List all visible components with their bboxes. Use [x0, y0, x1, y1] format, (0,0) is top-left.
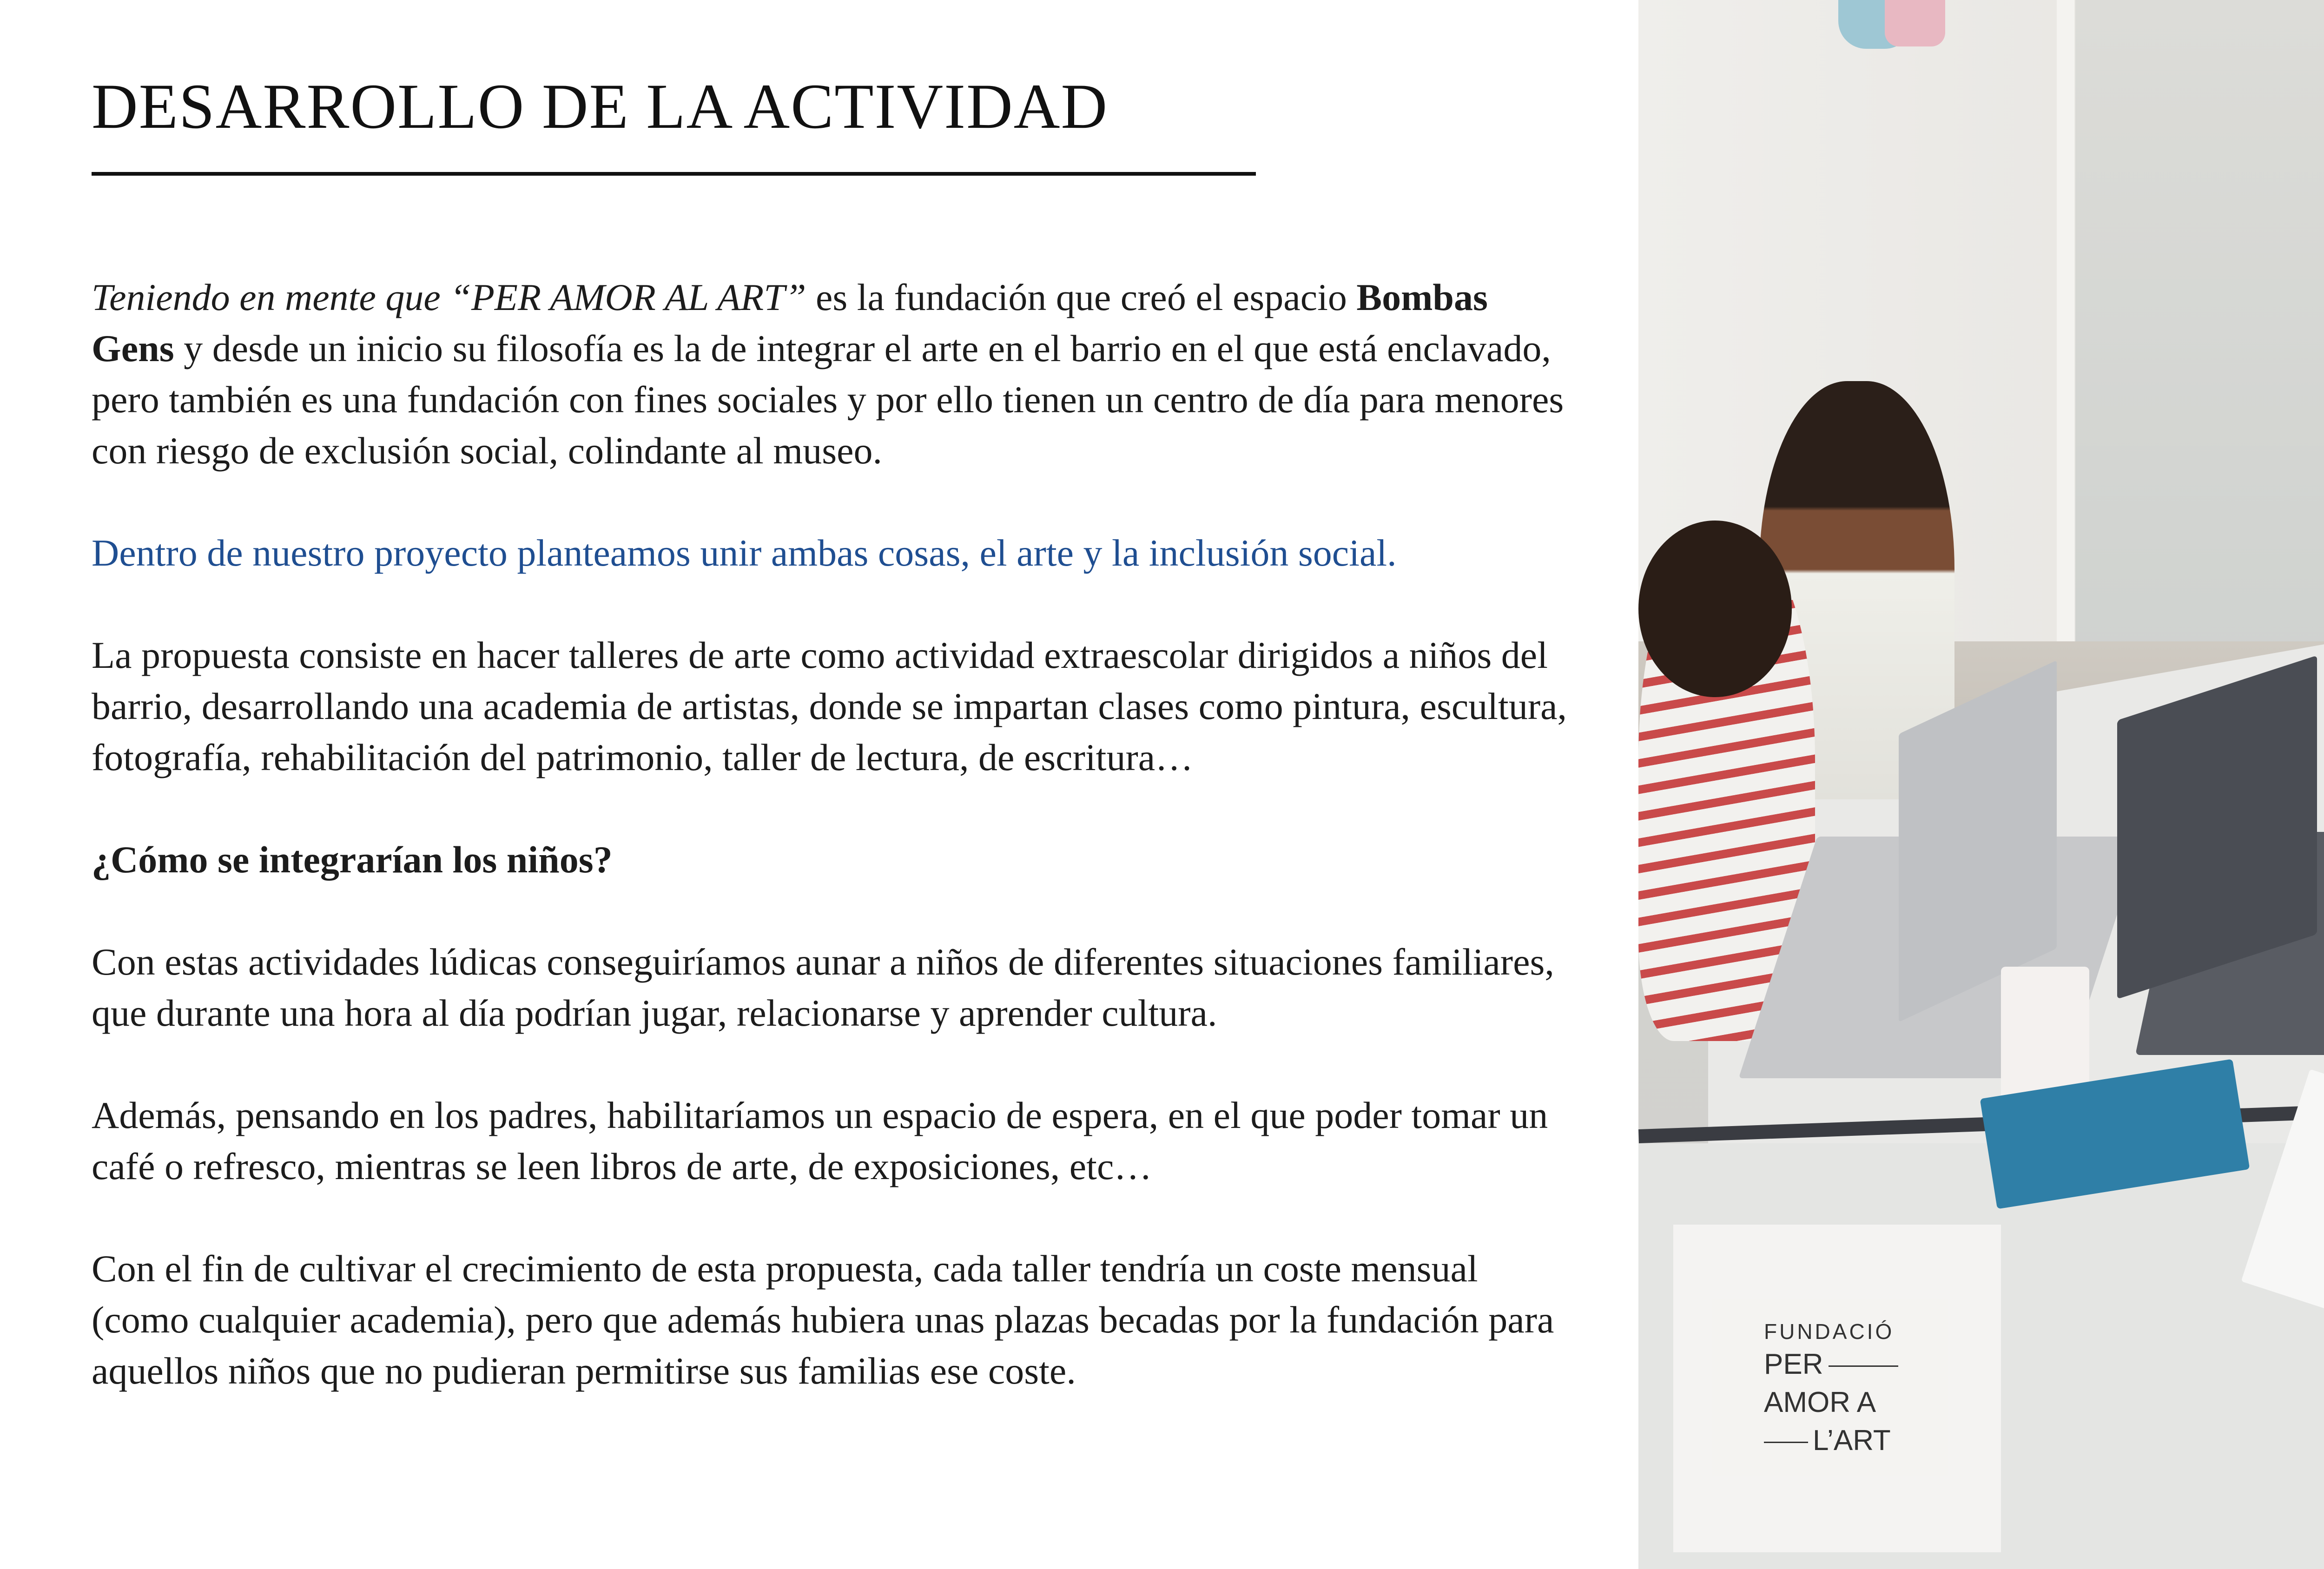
foundation-logo [1673, 1225, 2001, 1552]
photo-hallway [2075, 0, 2324, 674]
intro-text-a: es la fundación que creó el espacio [806, 276, 1357, 318]
paragraph-intro [92, 272, 1570, 476]
page-title: DESARROLLO DE LA ACTIVIDAD [92, 71, 1109, 142]
paragraph-proposal: La propuesta consiste en hacer talleres de arte como actividad extraescolar dirigidos a niños del barrio, desarrollando una academia de artistas, donde se impartan clases como pintura, escultura, fotografía, rehabilitación del patrimonio, taller de lectura, de escritura… [92, 634, 1567, 778]
body-text [92, 272, 1570, 1448]
logo-text [1764, 1318, 1898, 1460]
logo-line-3: AMOR A [1764, 1386, 1876, 1418]
intro-text-b: y desde un inicio su filosofía es la de integrar el arte en el barrio en el que está enclavado, pero también es una fundación con fines sociales y por ello tienen un centro de día para menores con riesgo de exclusión social, colindante al museo. [92, 327, 1564, 472]
paragraph-integration: Con estas actividades lúdicas conseguiríamos aunar a niños de diferentes situaciones familiares, que durante una hora al día podrían jugar, relacionarse y aprender cultura. [92, 941, 1554, 1034]
logo-dash [1829, 1365, 1898, 1367]
logo-line-4-text: L’ART [1813, 1424, 1891, 1457]
intro-italic: Teniendo en mente que “PER AMOR AL ART” [92, 276, 806, 318]
paragraph-highlight: Dentro de nuestro proyecto planteamos unir ambas cosas, el arte y la inclusión social. [92, 532, 1397, 574]
paragraph-cost: Con el fin de cultivar el crecimiento de esta propuesta, cada taller tendría un coste mensual (como cualquier academia), pero que además hubiera unas plazas becadas por la fundación para aquellos niños que no pudieran permitirse sus familias ese coste. [92, 1247, 1554, 1392]
photo-wall-note-pink [1885, 0, 1945, 46]
logo-line-2 [1764, 1345, 1898, 1384]
logo-line-1: FUNDACIÓ [1764, 1319, 1895, 1344]
intro-bold: Bombas Gens [92, 276, 1488, 369]
logo-dash-pre [1764, 1442, 1808, 1443]
photo-child-boy-head [1638, 521, 1792, 697]
question-heading: ¿Cómo se integrarían los niños? [92, 838, 613, 881]
logo-line-2-text: PER [1764, 1348, 1823, 1380]
logo-line-4 [1764, 1422, 1898, 1460]
title-underline [92, 172, 1256, 176]
photo-doorframe-left [2057, 0, 2074, 697]
paragraph-parents: Además, pensando en los padres, habilitaríamos un espacio de espera, en el que poder tomar un café o refresco, mientras se leen libros de arte, de exposiciones, etc… [92, 1094, 1548, 1187]
